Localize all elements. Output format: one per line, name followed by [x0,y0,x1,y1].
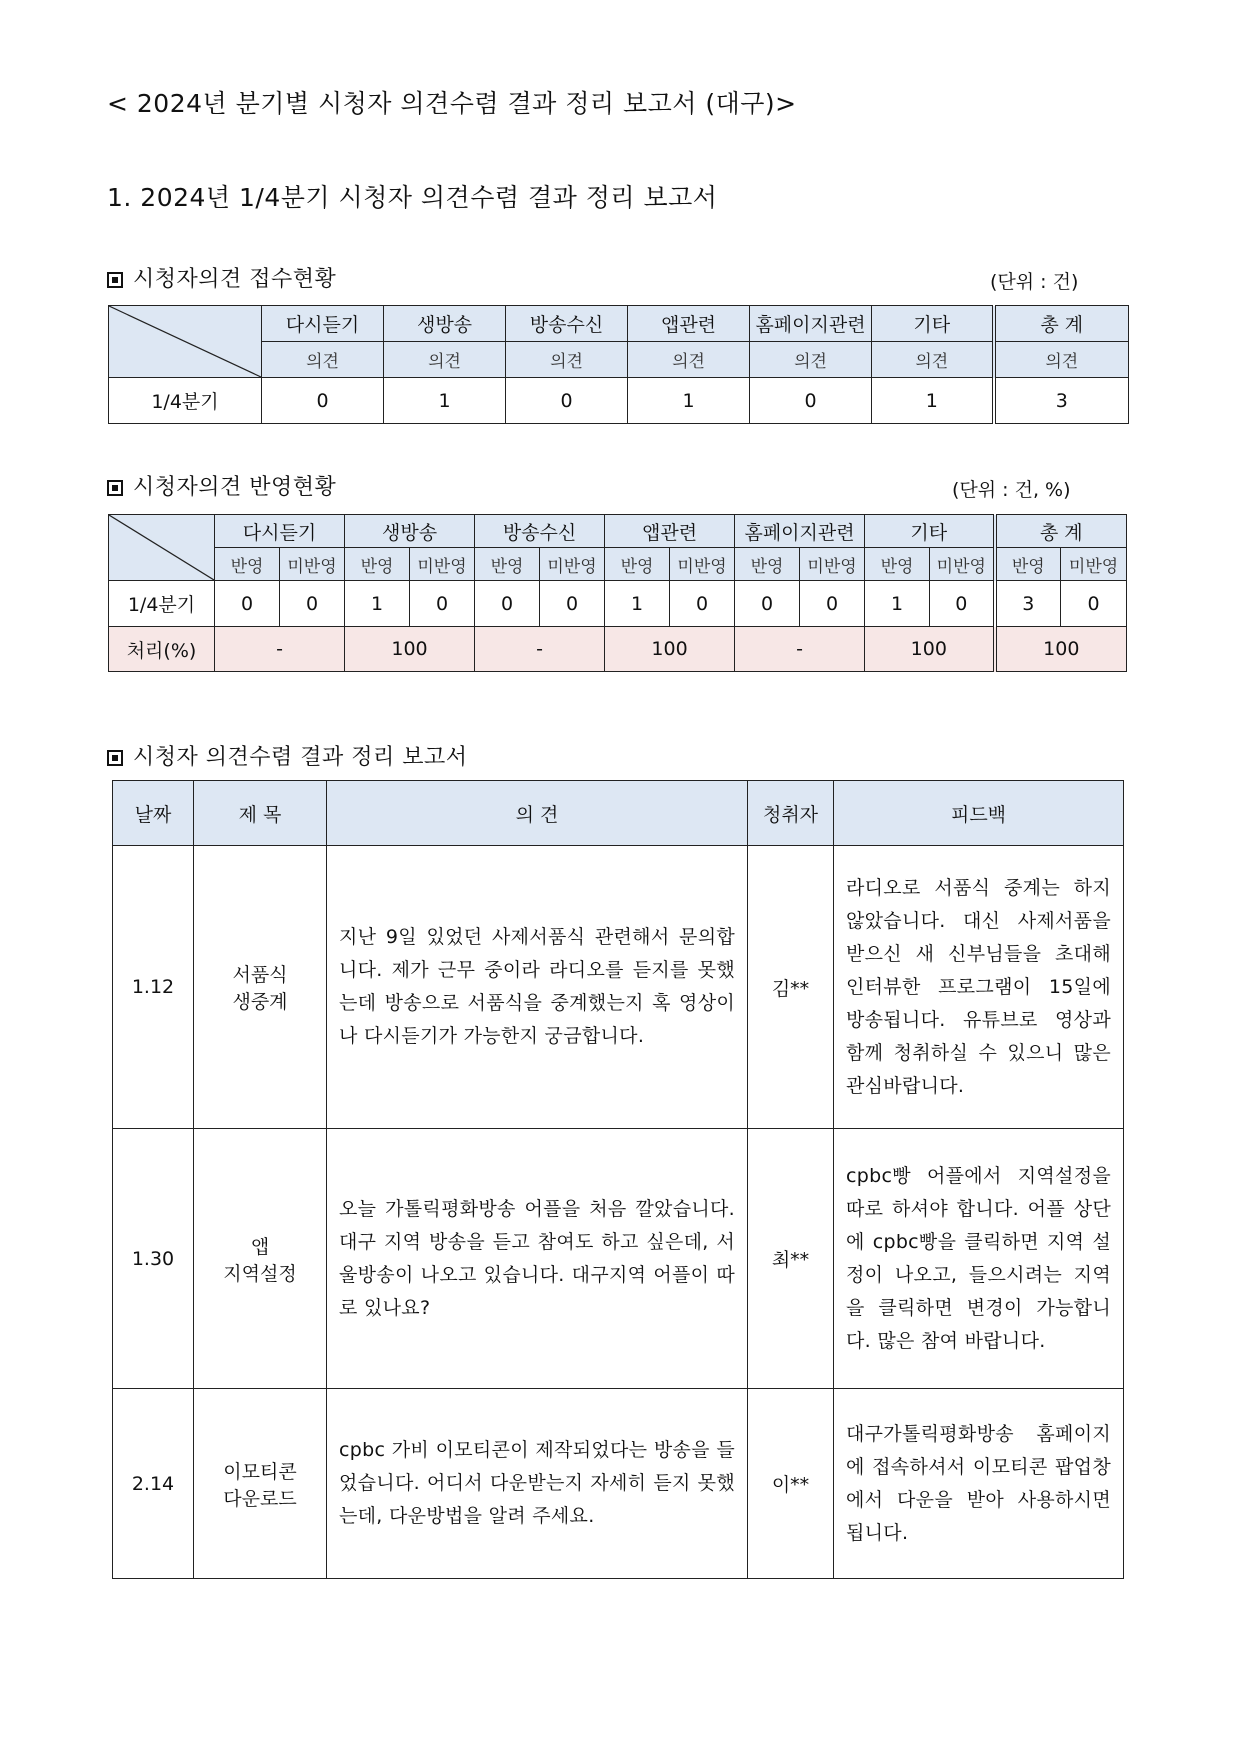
reflection-status-table [108,514,1127,672]
table-cell: 1 [345,581,410,627]
section2-heading-text: 시청자의견 반영현황 [133,475,337,500]
table-cell-total: 3 [995,581,1061,627]
rate-cell: - [735,627,865,672]
checkbox-square-icon [107,750,123,766]
row-date: 1.12 [113,846,194,1129]
row-label: 1/4분기 [109,581,215,627]
rate-cell: 100 [865,627,995,672]
table-cell: 0 [930,581,995,627]
table-cell: 0 [262,378,384,424]
row-opinion: cpbc 가비 이모티콘이 제작되었다는 방송을 들었습니다. 어디서 다운받는지 자세히 듣지 못했는데, 다운방법을 알려 주세요. [327,1389,748,1579]
header-listener: 청취자 [748,781,834,846]
col-header: 홈페이지관련 [750,306,872,342]
section2-heading [107,470,336,501]
row-feedback: 라디오로 서품식 중계는 하지 않았습니다. 대신 사제서품을 받으신 새 신부님들을 초대해 인터뷰한 프로그램이 15일에 방송됩니다. 유튜브로 영상과 함께 청취하실 수 있으니 많은 관심바랍니다. [834,846,1124,1129]
section2-unit: (단위 : 건, %) [952,479,1071,501]
table-row [113,1129,1124,1389]
document-title: < 2024년 분기별 시청자 의견수렴 결과 정리 보고서 (대구)> [107,89,797,118]
sub-header: 미반영 [410,548,475,581]
table-cell: 0 [506,378,628,424]
row-opinion: 지난 9일 있었던 사제서품식 관련해서 문의합니다. 제가 근무 중이라 라디오를 듣지를 못했는데 방송으로 서품식을 중계했는지 혹 영상이나 다시듣기가 가능한지 궁금합니다. [327,846,748,1129]
table-cell: 0 [540,581,605,627]
table-row [113,1389,1124,1579]
header-subject: 제 목 [194,781,327,846]
col-header: 방송수신 [475,515,605,548]
table-cell: 0 [410,581,475,627]
rate-cell-total: 100 [995,627,1127,672]
sub-header: 미반영 [280,548,345,581]
rate-cell: 100 [605,627,735,672]
subject-line: 앱 [250,1235,270,1258]
subject-line: 지역설정 [223,1262,297,1285]
row-label: 1/4분기 [109,378,262,424]
table-cell: 1 [865,581,930,627]
col-header-total: 총 계 [994,306,1129,342]
rate-row-label: 처리(%) [109,627,215,672]
row-date: 1.30 [113,1129,194,1389]
sub-header: 반영 [995,548,1061,581]
table-row [113,846,1124,1129]
subject-line: 생중계 [232,991,288,1013]
table-cell: 1 [384,378,506,424]
col-header: 기타 [865,515,995,548]
col-header: 방송수신 [506,306,628,342]
sub-header: 미반영 [930,548,995,581]
sub-header: 반영 [735,548,800,581]
rate-cell: 100 [345,627,475,672]
col-header: 홈페이지관련 [735,515,865,548]
opinion-report-table [112,780,1124,1579]
sub-header: 미반영 [800,548,865,581]
sub-header: 반영 [345,548,410,581]
row-opinion: 오늘 가톨릭평화방송 어플을 처음 깔았습니다. 대구 지역 방송을 듣고 참여도 하고 싶은데, 서울방송이 나오고 있습니다. 대구지역 어플이 따로 있나요? [327,1129,748,1389]
sub-header: 의견 [506,342,628,378]
col-header: 다시듣기 [262,306,384,342]
subject-line: 서품식 [232,964,288,986]
table-cell: 0 [750,378,872,424]
rate-cell: - [215,627,345,672]
row-listener: 최** [748,1129,834,1389]
table-cell: 0 [800,581,865,627]
row-listener: 이** [748,1389,834,1579]
section1-heading [107,262,336,293]
table-cell: 0 [215,581,280,627]
row-date: 2.14 [113,1389,194,1579]
checkbox-square-icon [107,272,123,288]
sub-header: 미반영 [1061,548,1127,581]
table-cell: 0 [475,581,540,627]
col-header: 기타 [872,306,994,342]
col-header: 앱관련 [628,306,750,342]
table-cell-total: 3 [994,378,1129,424]
col-header: 앱관련 [605,515,735,548]
table-cell: 0 [670,581,735,627]
table-cell: 1 [628,378,750,424]
subject-line: 이모티콘 [223,1460,297,1483]
sub-header: 의견 [628,342,750,378]
sub-header: 미반영 [540,548,605,581]
table-diagonal-corner [109,515,215,581]
table-cell: 1 [872,378,994,424]
table-diagonal-corner [109,306,262,378]
table-cell: 0 [280,581,345,627]
subject-line: 다운로드 [223,1487,297,1510]
sub-header: 의견 [872,342,994,378]
report-subtitle: 1. 2024년 1/4분기 시청자 의견수렴 결과 정리 보고서 [107,183,718,212]
row-feedback: cpbc빵 어플에서 지역설정을 따로 하셔야 합니다. 어플 상단에 cpbc빵을 클릭하면 지역 설정이 나오고, 들으시려는 지역을 클릭하면 변경이 가능합니다. 많은 참여 바랍니다. [834,1129,1124,1389]
row-subject [194,846,327,1129]
row-listener: 김** [748,846,834,1129]
header-feedback: 피드백 [834,781,1124,846]
col-header: 생방송 [384,306,506,342]
table-cell-total: 0 [1061,581,1127,627]
row-subject [194,1389,327,1579]
sub-header: 반영 [475,548,540,581]
sub-header: 반영 [605,548,670,581]
sub-header: 미반영 [670,548,735,581]
sub-header: 의견 [750,342,872,378]
rate-cell: - [475,627,605,672]
reception-status-table [108,305,1129,424]
sub-header: 의견 [994,342,1129,378]
header-date: 날짜 [113,781,194,846]
sub-header: 의견 [384,342,506,378]
col-header-total: 총 계 [995,515,1127,548]
col-header: 다시듣기 [215,515,345,548]
sub-header: 의견 [262,342,384,378]
table-cell: 0 [735,581,800,627]
row-feedback: 대구가톨릭평화방송 홈페이지에 접속하셔서 이모티콘 팝업창에서 다운을 받아 사용하시면 됩니다. [834,1389,1124,1579]
checkbox-square-icon [107,480,123,496]
section1-heading-text: 시청자의견 접수현황 [133,267,337,292]
section3-heading [107,740,468,771]
row-subject [194,1129,327,1389]
header-opinion: 의 견 [327,781,748,846]
sub-header: 반영 [215,548,280,581]
sub-header: 반영 [865,548,930,581]
col-header: 생방송 [345,515,475,548]
section1-unit: (단위 : 건) [990,271,1079,293]
section3-heading-text: 시청자 의견수렴 결과 정리 보고서 [133,745,468,770]
table-cell: 1 [605,581,670,627]
